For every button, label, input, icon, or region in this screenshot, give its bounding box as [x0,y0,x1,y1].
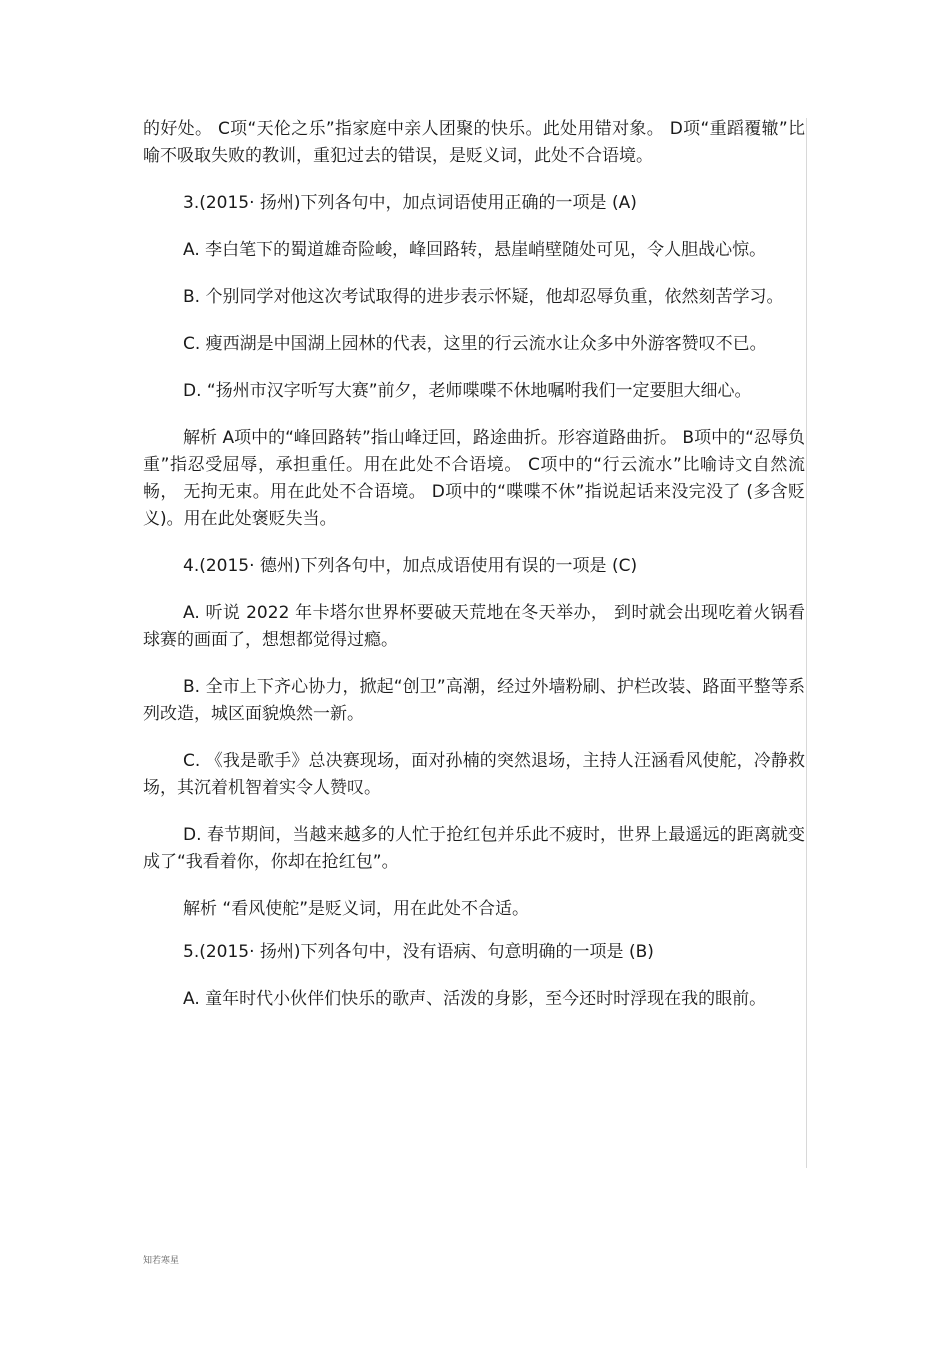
question-4-option-b: B. 全市上下齐心协力，掀起“创卫”高潮，经过外墙粉刷、护栏改装、路面平整等系列改造，城区面貌焕然一新。 [143,677,805,724]
question-5-stem: 5.(2015· 扬州)下列各句中，没有语病、句意明确的一项是 (B) [183,942,654,962]
question-3-option-a: A. 李白笔下的蜀道雄奇险峻，峰回路转，悬崖峭壁随处可见，令人胆战心惊。 [183,240,767,260]
page-footer-text: 知若寒星 [143,1256,180,1266]
question-3-option-b: B. 个别同学对他这次考试取得的进步表示怀疑，他却忍辱负重，依然刻苦学习。 [183,287,784,307]
question-4-option-d: D. 春节期间，当越来越多的人忙于抢红包并乐此不疲时，世界上最遥远的距离就变成了“我看着你，你却在抢红包”。 [143,825,805,872]
question-3-analysis: 解析 A项中的“峰回路转”指山峰迂回，路途曲折。形容道路曲折。 B项中的“忍辱负重”指忍受屈辱，承担重任。用在此处不合语境。 C项中的“行云流水”比喻诗文自然流畅， 无拘无束。用在此处不合语境。 D项中的“喋喋不休”指说起话来没完没了 (多含贬义)。用在此处褒贬失当。 [143,428,805,529]
question-4-option-a: A. 听说 2022 年卡塔尔世界杯要破天荒地在冬天举办， 到时就会出现吃着火锅看球赛的画面了，想想都觉得过瘾。 [143,603,805,650]
question-4-option-c: C. 《我是歌手》总决赛现场，面对孙楠的突然退场，主持人汪涵看风使舵，冷静救场，其沉着机智着实令人赞叹。 [143,751,805,798]
page-edge-line [806,118,807,1168]
paragraph-prev-analysis: 的好处。 C项“天伦之乐”指家庭中亲人团聚的快乐。此处用错对象。 D项“重蹈覆辙”比喻不吸取失败的教训，重犯过去的错误，是贬义词，此处不合语境。 [143,119,805,166]
question-3-stem: 3.(2015· 扬州)下列各句中，加点词语使用正确的一项是 (A) [183,193,637,213]
question-4-analysis: 解析 “看风使舵”是贬义词，用在此处不合适。 [183,899,530,919]
question-5-option-a: A. 童年时代小伙伴们快乐的歌声、活泼的身影，至今还时时浮现在我的眼前。 [183,989,767,1009]
question-4-stem: 4.(2015· 德州)下列各句中，加点成语使用有误的一项是 (C) [183,556,638,576]
document-body [143,116,805,1013]
question-3-option-d: D. “扬州市汉字听写大赛”前夕，老师喋喋不休地嘱咐我们一定要胆大细心。 [183,381,752,401]
question-3-option-c: C. 瘦西湖是中国湖上园林的代表，这里的行云流水让众多中外游客赞叹不已。 [183,334,767,354]
